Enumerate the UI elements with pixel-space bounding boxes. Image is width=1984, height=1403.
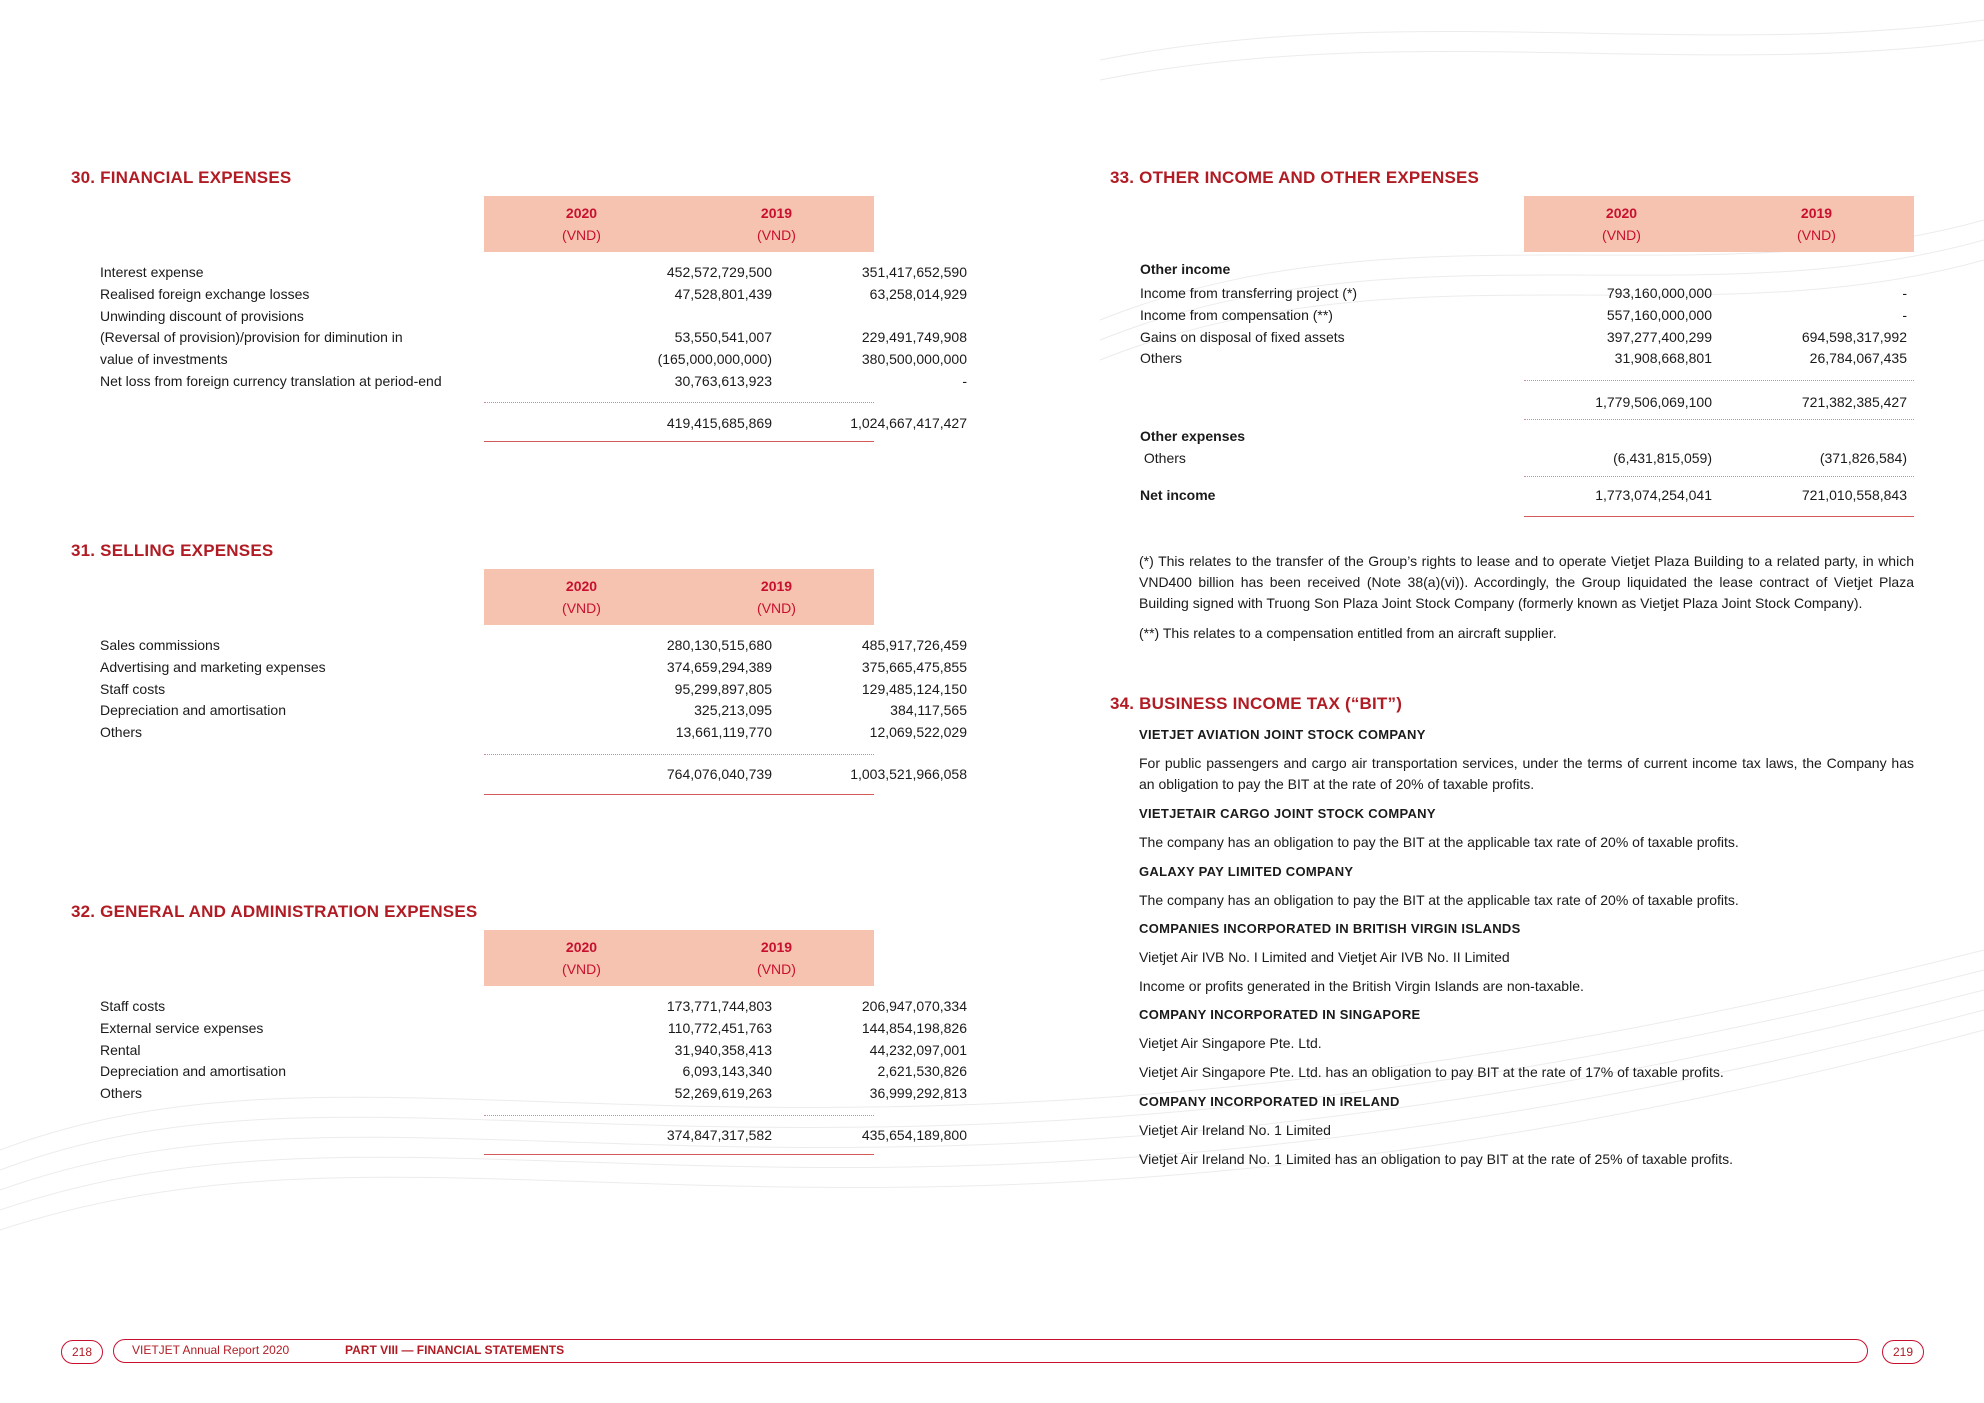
total-2020: 374,847,317,582 <box>666 1127 772 1143</box>
value-2020: 452,572,729,500 <box>666 264 772 280</box>
section-31-title: 31. SELLING EXPENSES <box>71 541 274 560</box>
row-label: Sales commissions <box>100 637 220 653</box>
value-2020: (165,000,000,000) <box>657 351 772 368</box>
row-label: Advertising and marketing expenses <box>100 658 326 675</box>
col-2020-unit: (VND) <box>1602 227 1641 243</box>
col-2019-unit: (VND) <box>757 227 796 243</box>
page-number-right: 219 <box>1882 1340 1924 1364</box>
table-row <box>100 1039 967 1061</box>
col-2019-year: 2019 <box>760 205 793 221</box>
value-2019: 12,069,522,029 <box>869 724 967 741</box>
value-2019: 2,621,530,826 <box>877 1063 967 1080</box>
table-row <box>1140 326 1914 348</box>
total-row <box>100 763 967 785</box>
table-row <box>100 326 967 348</box>
col-2020-year: 2020 <box>565 939 598 955</box>
section-32-column-header <box>484 930 874 986</box>
row-label: value of investments <box>100 351 228 368</box>
divider <box>484 754 874 755</box>
col-2019-unit: (VND) <box>1797 227 1836 243</box>
section-33-column-header <box>1524 196 1914 252</box>
row-label: (Reversal of provision)/provision for diminution in <box>100 329 403 346</box>
value-2020: 793,160,000,000 <box>1606 285 1712 301</box>
row-label: Income from compensation (**) <box>1140 306 1333 323</box>
value-2019: 36,999,292,813 <box>869 1085 967 1102</box>
table-row <box>100 699 967 721</box>
value-2020: 557,160,000,000 <box>1606 306 1712 323</box>
value-2019: 44,232,097,001 <box>869 1041 967 1058</box>
table-row <box>100 348 967 370</box>
bit-paragraph: Vietjet Air Singapore Pte. Ltd. <box>1139 1035 1322 1051</box>
col-2019-year: 2019 <box>1800 205 1833 221</box>
total-underline <box>484 441 874 442</box>
value-2019: 206,947,070,334 <box>861 998 967 1014</box>
value-2020: 6,093,143,340 <box>682 1063 772 1080</box>
row-label: External service expenses <box>100 1019 264 1036</box>
value-2019: 63,258,014,929 <box>869 285 967 302</box>
value-2019: 144,854,198,826 <box>861 1019 967 1036</box>
total-row <box>100 1124 967 1146</box>
col-2020-unit: (VND) <box>562 227 601 243</box>
row-label: Income from transferring project (*) <box>1140 285 1358 301</box>
table-row <box>1140 304 1914 326</box>
part-title: PART VIII — FINANCIAL STATEMENTS <box>345 1343 565 1357</box>
value-2019: 380,500,000,000 <box>861 351 967 368</box>
value-2020: 52,269,619,263 <box>674 1085 772 1102</box>
value-2019: 375,665,475,855 <box>861 658 967 675</box>
col-2020-unit: (VND) <box>562 600 601 616</box>
row-label: Others <box>100 724 143 741</box>
page-number-left: 218 <box>61 1340 103 1364</box>
total-underline <box>484 794 874 795</box>
bit-paragraph: For public passengers and cargo air transportation services, under the terms of current income tax laws, the Company has an obligation to pay the BIT at the rate of 20% of taxable profits. <box>1139 755 1914 792</box>
value-2019: - <box>962 373 967 389</box>
value-2020: 31,940,358,413 <box>674 1041 772 1058</box>
divider <box>1524 419 1914 420</box>
value-2020: 110,772,451,763 <box>667 1019 772 1036</box>
table-row <box>100 634 967 656</box>
col-2019-unit: (VND) <box>757 961 796 977</box>
section-33-title: 33. OTHER INCOME AND OTHER EXPENSES <box>1110 168 1480 187</box>
bit-paragraph: Vietjet Air Singapore Pte. Ltd. has an obligation to pay BIT at the rate of 17% of taxable profits. <box>1139 1064 1724 1080</box>
col-2020-year: 2020 <box>565 578 598 594</box>
section-30-column-header <box>484 196 874 252</box>
table-row <box>100 1017 967 1039</box>
value-2019: 26,784,067,435 <box>1809 350 1907 367</box>
table-row <box>100 678 967 700</box>
col-2019-year: 2019 <box>760 939 793 955</box>
row-label: Net loss from foreign currency translation at period-end <box>100 373 442 389</box>
section-30-title: 30. FINANCIAL EXPENSES <box>71 168 292 187</box>
table-row <box>1140 347 1914 369</box>
value-2020: 30,763,613,923 <box>674 373 772 389</box>
table-row <box>100 305 874 327</box>
row-label: Others <box>1140 450 1186 466</box>
col-2020-year: 2020 <box>565 205 598 221</box>
section-32-title: 32. GENERAL AND ADMINISTRATION EXPENSES <box>71 902 478 921</box>
row-label: Others <box>100 1085 143 1102</box>
divider <box>484 402 874 403</box>
section-31-column-header <box>484 569 874 625</box>
value-2020: 13,661,119,770 <box>675 724 772 741</box>
bit-heading-singapore: COMPANY INCORPORATED IN SINGAPORE <box>1139 1007 1421 1022</box>
value-2020: 53,550,541,007 <box>674 329 772 346</box>
row-label: Realised foreign exchange losses <box>100 285 310 302</box>
table-row <box>100 283 967 305</box>
bit-paragraph: The company has an obligation to pay the BIT at the applicable tax rate of 20% of taxable profits. <box>1139 834 1739 850</box>
report-name: VIETJET Annual Report 2020 <box>132 1343 290 1357</box>
table-row <box>100 721 967 743</box>
income-total-2019: 721,382,385,427 <box>1801 394 1907 410</box>
value-2019: 485,917,726,459 <box>861 637 967 653</box>
value-2019: 694,598,317,992 <box>1801 328 1907 345</box>
row-label: Depreciation and amortisation <box>100 702 286 719</box>
value-2019: (371,826,584) <box>1819 450 1907 466</box>
note-double-asterisk: (**) This relates to a compensation entitled from an aircraft supplier. <box>1139 625 1557 641</box>
table-row <box>100 1060 967 1082</box>
value-2020: 280,130,515,680 <box>666 637 772 653</box>
total-row <box>100 412 967 434</box>
bit-heading-vietjetair-cargo: VIETJETAIR CARGO JOINT STOCK COMPANY <box>1139 806 1436 821</box>
bit-paragraph: Vietjet Air Ireland No. 1 Limited has an obligation to pay BIT at the rate of 25% of taxable profits. <box>1139 1151 1734 1167</box>
total-2019: 1,003,521,966,058 <box>850 766 967 782</box>
value-2019: 351,417,652,590 <box>861 264 967 280</box>
bit-paragraph: Income or profits generated in the British Virgin Islands are non-taxable. <box>1139 978 1584 994</box>
table-row <box>100 370 967 392</box>
value-2020: 47,528,801,439 <box>674 285 772 302</box>
value-2020: (6,431,815,059) <box>1613 450 1712 466</box>
table-row <box>100 995 967 1017</box>
total-2020: 764,076,040,739 <box>666 766 772 782</box>
table-row <box>1140 282 1914 304</box>
bit-paragraph: The company has an obligation to pay the BIT at the applicable tax rate of 20% of taxable profits. <box>1139 892 1739 908</box>
row-label: Others <box>1140 350 1183 367</box>
bit-heading-bvi: COMPANIES INCORPORATED IN BRITISH VIRGIN ISLANDS <box>1139 921 1521 936</box>
table-row <box>100 1082 967 1104</box>
note-single-asterisk: (*) This relates to the transfer of the Group’s rights to lease and to operate Vietjet Plaza Building to a related party, in which VND400 billion has been received (Note 38(a)(vi)). Accordingly, the Group liquidated the lease contract of Vietjet Plaza Building signed with Truong Son Plaza Joint Stock Company (formerly known as Vietjet Plaza Joint Stock Company). <box>1139 553 1914 611</box>
row-label: Staff costs <box>100 998 166 1014</box>
total-2019: 1,024,667,417,427 <box>850 415 967 431</box>
value-2020: 173,771,744,803 <box>666 998 772 1014</box>
total-2020: 419,415,685,869 <box>666 415 772 431</box>
bit-paragraph: Vietjet Air Ireland No. 1 Limited <box>1139 1122 1331 1138</box>
value-2020: 31,908,668,801 <box>1614 350 1712 367</box>
value-2019: 229,491,749,908 <box>861 329 967 346</box>
table-row <box>100 656 967 678</box>
table-row <box>100 261 967 283</box>
value-2019: 384,117,565 <box>890 702 967 719</box>
col-2020-year: 2020 <box>1605 205 1638 221</box>
income-total-row <box>1140 391 1914 413</box>
value-2020: 397,277,400,299 <box>1606 328 1712 345</box>
value-2020: 374,659,294,389 <box>666 658 772 675</box>
row-label: Unwinding discount of provisions <box>100 307 304 324</box>
bit-heading-galaxy-pay: GALAXY PAY LIMITED COMPANY <box>1139 864 1354 879</box>
row-label: Interest expense <box>100 264 204 280</box>
row-label: Rental <box>100 1041 141 1058</box>
income-total-2020: 1,779,506,069,100 <box>1595 394 1712 410</box>
footer-bar <box>113 1339 1868 1363</box>
total-2019: 435,654,189,800 <box>861 1127 967 1143</box>
section-34-title: 34. BUSINESS INCOME TAX (“BIT”) <box>1110 694 1403 713</box>
other-income-heading: Other income <box>1140 261 1231 277</box>
net-income-label: Net income <box>1140 487 1216 503</box>
row-label: Depreciation and amortisation <box>100 1063 286 1080</box>
bit-heading-vietjet-aviation: VIETJET AVIATION JOINT STOCK COMPANY <box>1139 727 1426 742</box>
divider <box>1524 476 1914 477</box>
col-2019-year: 2019 <box>760 578 793 594</box>
bit-heading-ireland: COMPANY INCORPORATED IN IRELAND <box>1139 1094 1400 1109</box>
value-2019: - <box>1902 285 1907 301</box>
other-expenses-heading: Other expenses <box>1140 428 1246 444</box>
net-income-2020: 1,773,074,254,041 <box>1595 487 1712 503</box>
total-underline <box>1524 516 1914 517</box>
col-2020-unit: (VND) <box>562 961 601 977</box>
value-2019: 129,485,124,150 <box>861 680 967 697</box>
row-label: Staff costs <box>100 680 166 697</box>
net-income-row <box>1140 484 1914 506</box>
col-2019-unit: (VND) <box>757 600 796 616</box>
bit-paragraph: Vietjet Air IVB No. I Limited and Vietjet Air IVB No. II Limited <box>1139 949 1510 965</box>
divider <box>1524 380 1914 381</box>
total-underline <box>484 1154 874 1155</box>
net-income-2019: 721,010,558,843 <box>1801 487 1907 503</box>
value-2020: 95,299,897,805 <box>674 680 772 697</box>
value-2020: 325,213,095 <box>694 702 772 719</box>
divider <box>484 1115 874 1116</box>
value-2019: - <box>1902 306 1907 323</box>
expenses-others-row <box>1140 447 1914 469</box>
row-label: Gains on disposal of fixed assets <box>1140 328 1345 345</box>
